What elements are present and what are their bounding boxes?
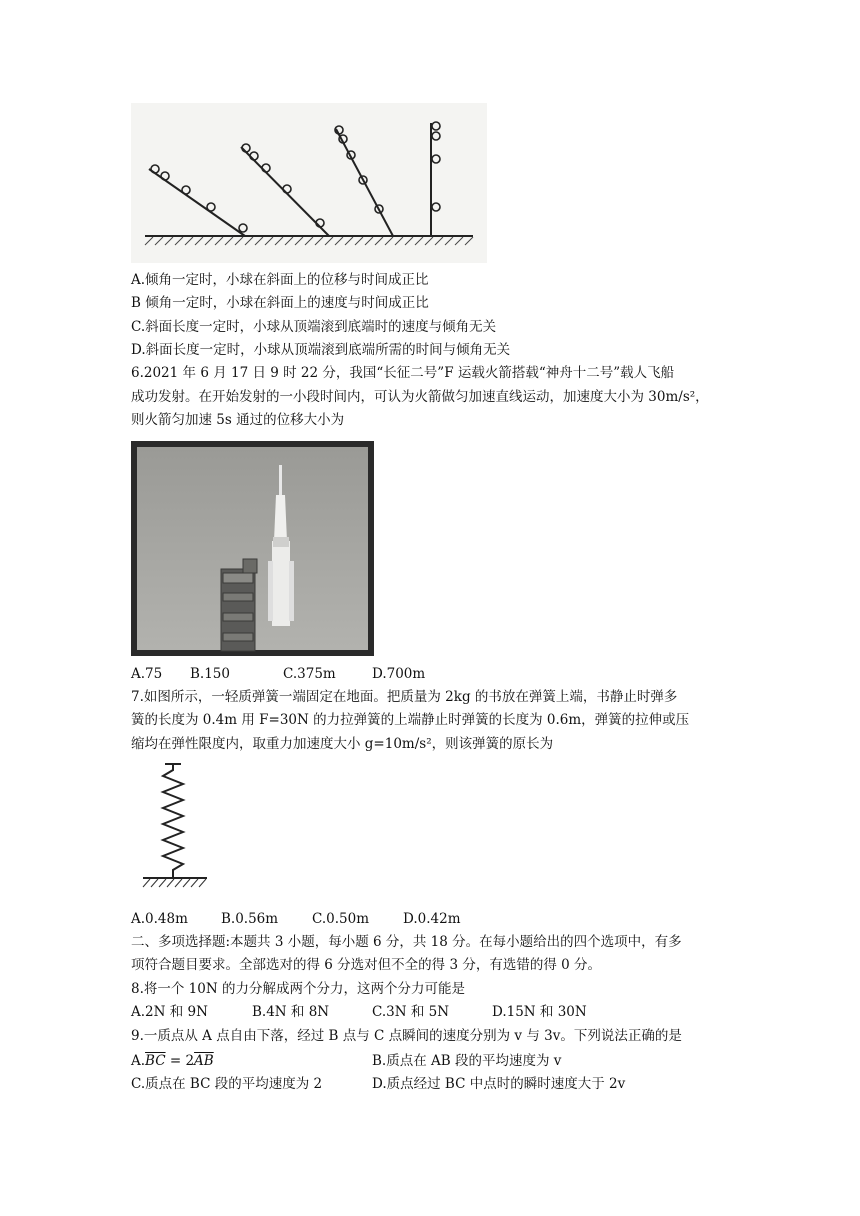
q8-option-a: A.2N 和 9N	[131, 1004, 208, 1020]
q8-option-b: B.4N 和 8N	[252, 1004, 330, 1020]
q7-option-d: D.0.42m	[403, 911, 461, 927]
q9-option-b: B.质点在 AB 段的平均速度为 v	[372, 1053, 562, 1069]
q6-option-a: A.75	[131, 666, 163, 682]
q6-option-d: D.700m	[372, 666, 426, 682]
q9-option-c: C.质点在 BC 段的平均速度为 2	[131, 1076, 323, 1092]
q6-option-b: B.150	[190, 666, 230, 682]
q9-stem: 9.一质点从 A 点自由下落，经过 B 点与 C 点瞬间的速度分别为 v 与 3v。下列说法正确的是	[131, 1028, 682, 1044]
q7-stem-line-2: 簧的长度为 0.4m 用 F=30N 的力拉弹簧的上端静止时弹簧的长度为 0.6m，弹簧的拉伸或压	[131, 712, 690, 728]
q6-stem-line-1: 6.2021 年 6 月 17 日 9 时 22 分，我国“长征二号”F 运载火箭搭载“神舟十二号”载人飞船	[131, 365, 675, 381]
q6-stem-line-3: 则火箭匀加速 5s 通过的位移大小为	[131, 412, 345, 428]
incline-balls-figure	[131, 103, 487, 263]
q5-option-c: C.斜面长度一定时，小球从顶端滚到底端时的速度与倾角无关	[131, 319, 497, 335]
section2-heading-line-2: 项符合题目要求。全部选对的得 6 分选对但不全的得 3 分，有选错的得 0 分。	[131, 957, 602, 973]
q9-option-a-bc: $\overline{BC}$	[145, 1053, 166, 1069]
q5-option-d: D.斜面长度一定时，小球从顶端滚到底端所需的时间与倾角无关	[131, 342, 511, 358]
q8-stem: 8.将一个 10N 的力分解成两个分力，这两个分力可能是	[131, 981, 465, 997]
q5-option-b: B 倾角一定时，小球在斜面上的速度与时间成正比	[131, 295, 429, 311]
q8-option-d: D.15N 和 30N	[492, 1004, 587, 1020]
q5-option-a: A.倾角一定时，小球在斜面上的位移与时间成正比	[131, 272, 429, 288]
launch-tower	[221, 559, 257, 651]
q7-option-b: B.0.56m	[221, 911, 279, 927]
q9-option-a-ab: $\overline{AB}$	[194, 1053, 214, 1069]
q9-option-a	[131, 1052, 214, 1070]
spring-figure	[131, 760, 231, 905]
q7-option-c: C.0.50m	[312, 911, 369, 927]
q7-stem-line-1: 7.如图所示，一轻质弹簧一端固定在地面。把质量为 2kg 的书放在弹簧上端，书静止时弹多	[131, 689, 678, 705]
q7-stem-line-3: 缩均在弹性限度内，取重力加速度大小 g=10m/s²，则该弹簧的原长为	[131, 736, 554, 752]
q9-option-a-mid: = 2	[165, 1053, 195, 1069]
section2-heading-line-1: 二、多项选择题:本题共 3 小题，每小题 6 分，共 18 分。在每小题给出的四个选项中，有多	[131, 934, 682, 950]
rocket-launch-photo	[131, 441, 374, 656]
q6-option-c: C.375m	[283, 666, 336, 682]
q9-option-a-prefix: A.	[131, 1053, 146, 1069]
q9-option-d: D.质点经过 BC 中点时的瞬时速度大于 2v	[372, 1076, 626, 1092]
q8-option-c: C.3N 和 5N	[372, 1004, 450, 1020]
q7-option-a: A.0.48m	[131, 911, 188, 927]
q6-stem-line-2: 成功发射。在开始发射的一小段时间内，可认为火箭做匀加速直线运动，加速度大小为 30m/s²，	[131, 389, 709, 405]
